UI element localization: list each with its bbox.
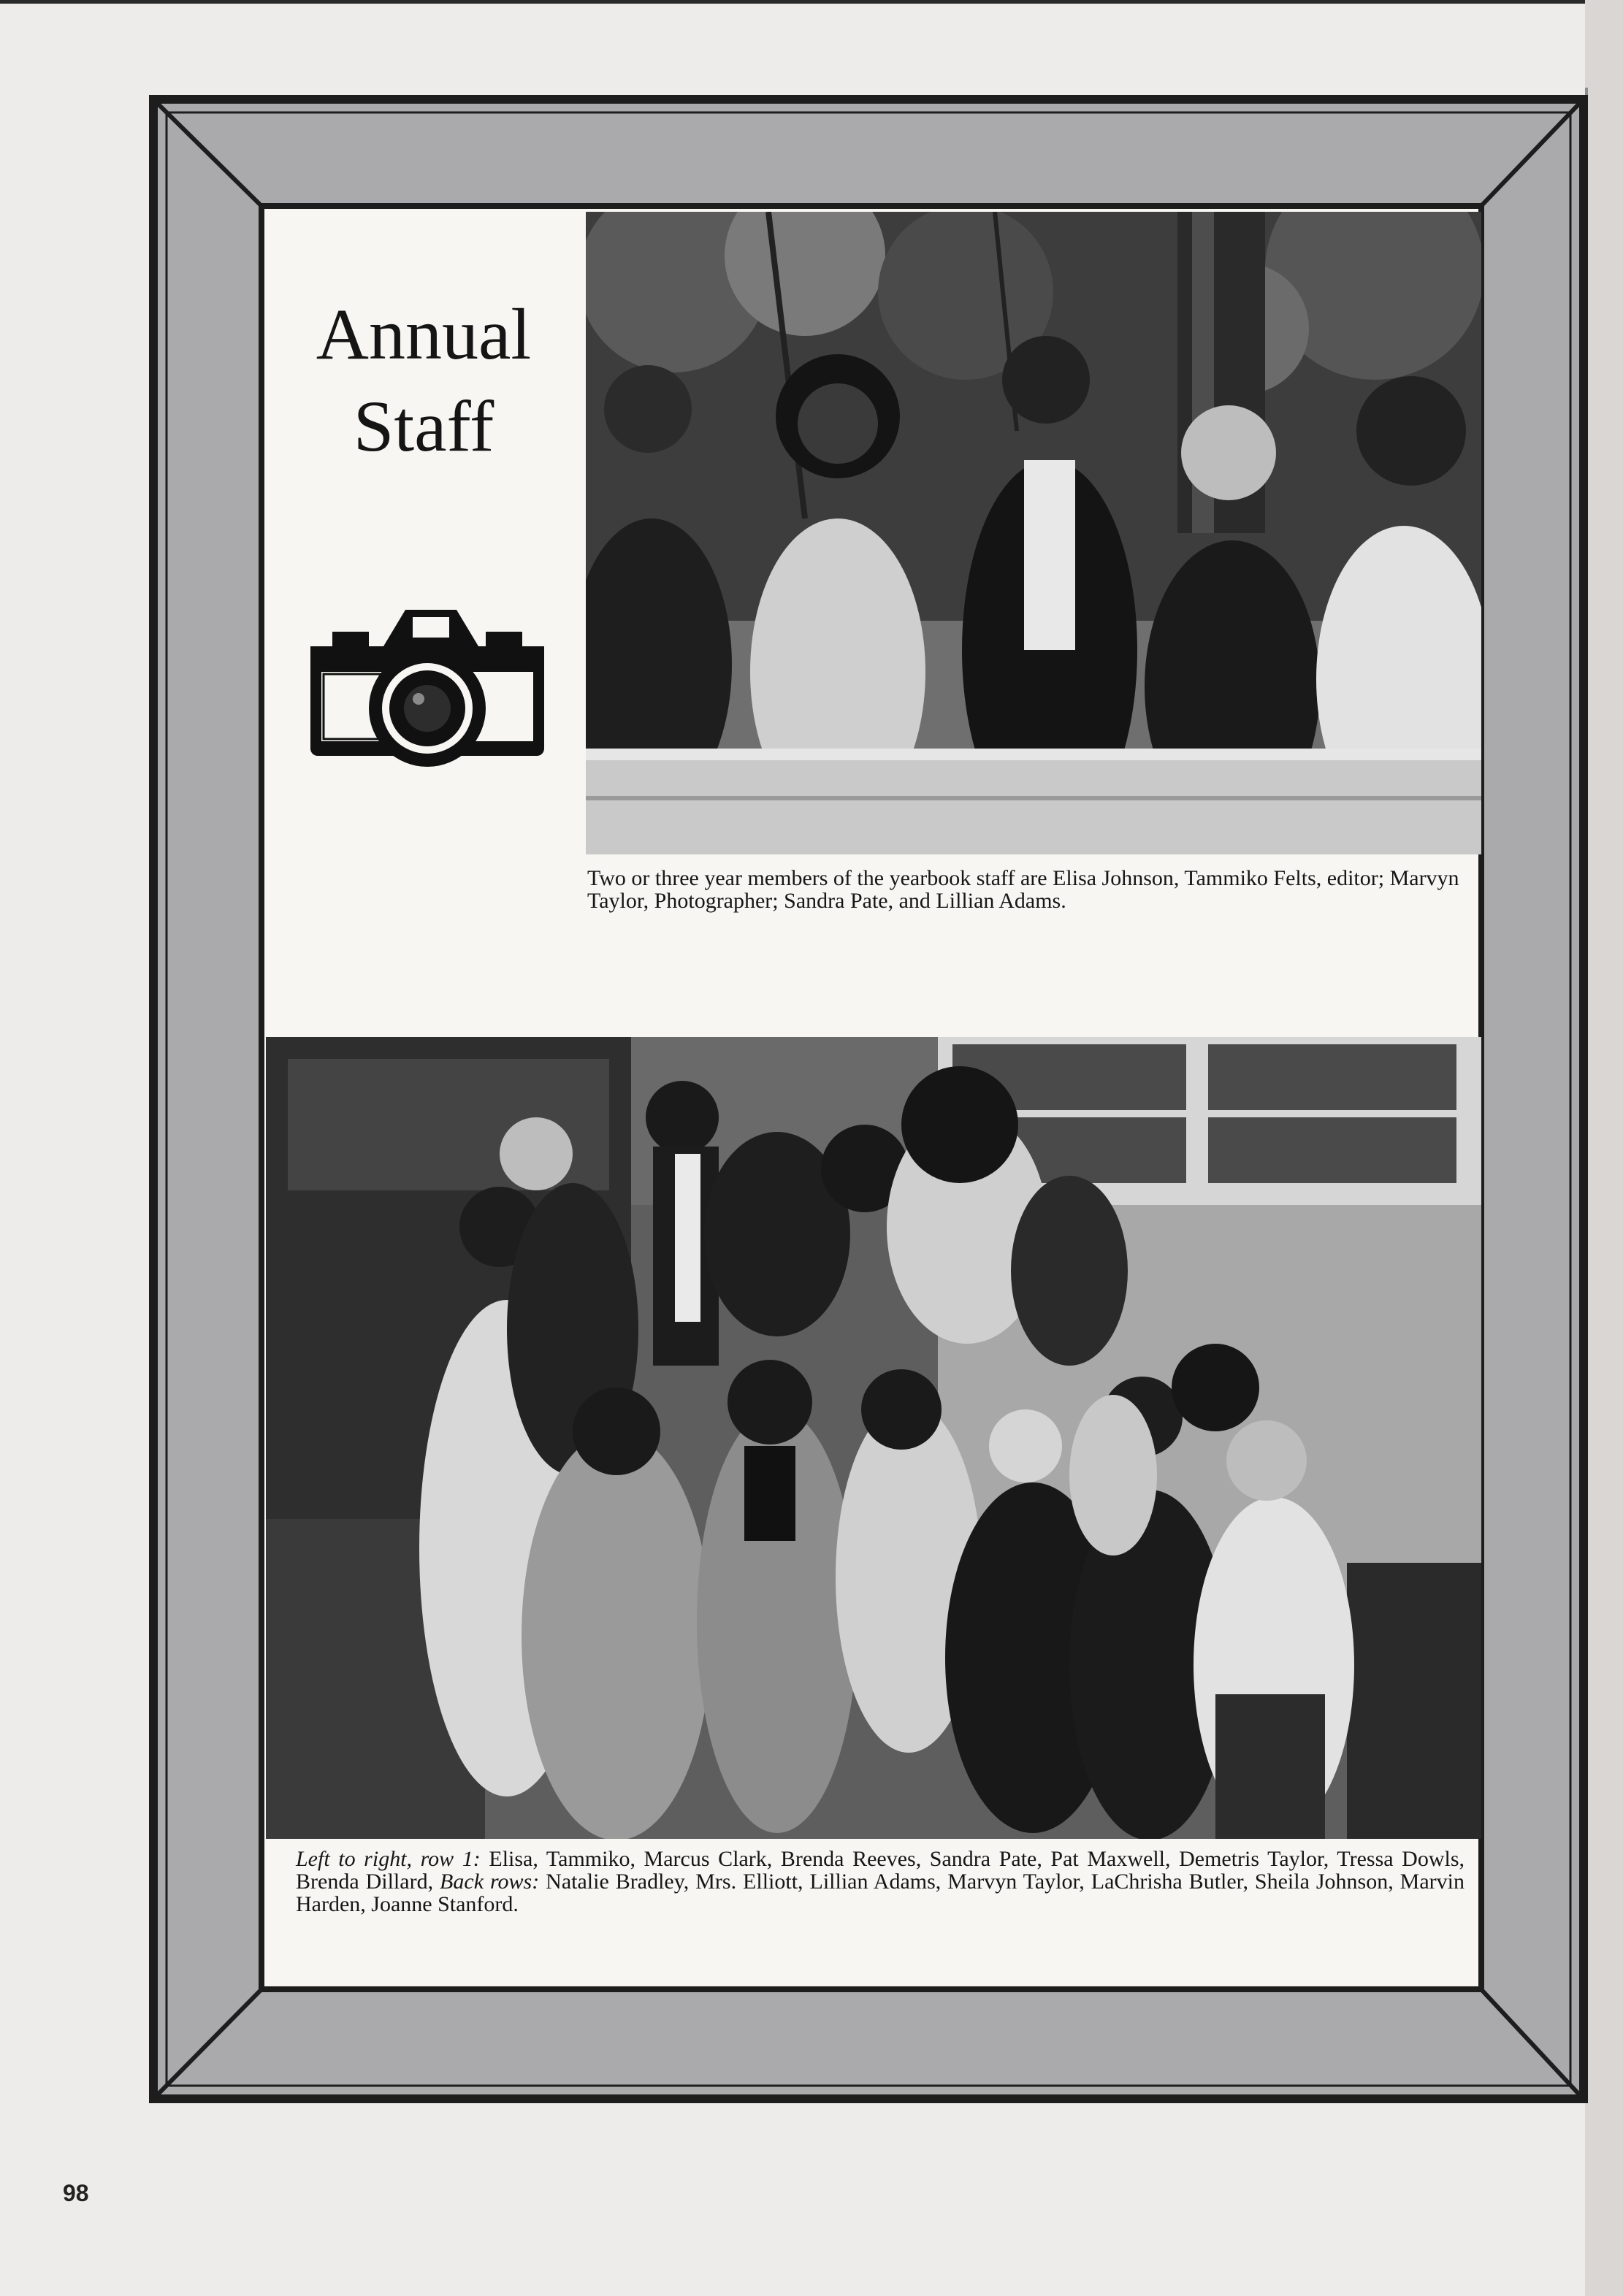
- caption-back-rows-label: Back rows:: [440, 1870, 540, 1894]
- camera-icon: [303, 602, 551, 778]
- top-edge-rule: [0, 0, 1623, 4]
- caption-row1-names: Elisa, Tammiko, Marcus Clark, Brenda Reeves, Sandra Pate, Pat Maxwell, Demetris Taylor, Tressa Dowls, Brenda Dillard,: [296, 1847, 1464, 1894]
- top-group-photo: [586, 212, 1481, 854]
- bottom-group-photo: [266, 1037, 1481, 1839]
- title-line-annual: Annual: [316, 294, 532, 375]
- page-number: 98: [63, 2180, 89, 2206]
- page-title: [278, 288, 570, 472]
- caption-back-row-names: Natalie Bradley, Mrs. Elliott, Lillian Adams, Marvyn Taylor, LaChrisha Butler, Sheila Johnson, Marvin Harden, Joanne Stanford.: [296, 1870, 1465, 1916]
- top-photo-caption: Two or three year members of the yearbook staff are Elisa Johnson, Tammiko Felts, editor; Marvyn Taylor, Photographer; Sandra Pate, and Lillian Adams.: [587, 866, 1459, 913]
- title-line-staff: Staff: [353, 386, 494, 467]
- bottom-photo-caption: [296, 1848, 1464, 1916]
- caption-row-label: Left to right, row 1:: [296, 1847, 481, 1871]
- facing-page-edge: [1585, 0, 1623, 2296]
